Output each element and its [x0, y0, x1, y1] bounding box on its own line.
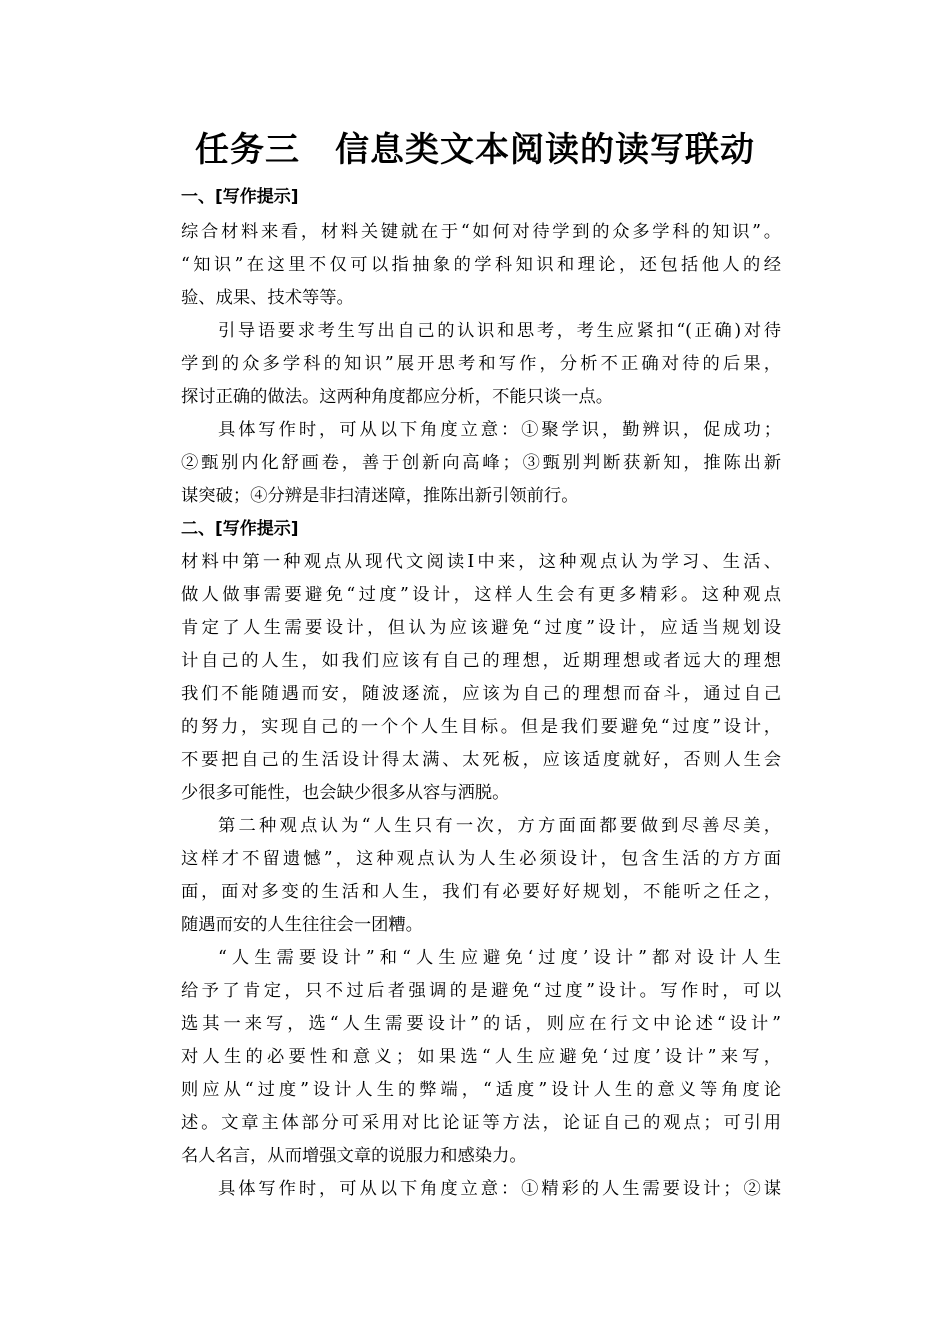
section-2-line: 少很多可能性，也会缺少很多从容与洒脱。 — [181, 783, 510, 803]
section-2-line: 给予了肯定，只不过后者强调的是避免“过度”设计。写作时，可以 — [181, 981, 781, 1001]
section-1-line: 综合材料来看，材料关键就在于“如何对待学到的众多学科的知识”。 — [181, 222, 781, 242]
section-2-line: 述。文章主体部分可采用对比论证等方法，论证自己的观点；可引用 — [181, 1113, 781, 1133]
section-1-line: 学到的众多学科的知识”展开思考和写作，分析不正确对待的后果， — [181, 354, 781, 374]
section-2-line: 我们不能随遇而安，随波逐流，应该为自己的理想而奋斗，通过自己 — [181, 684, 781, 704]
section-2-line: 具体写作时，可从以下角度立意：①精彩的人生需要设计；②谋 — [218, 1179, 781, 1199]
section-2-line: 面，面对多变的生活和人生，我们有必要好好规划，不能听之任之， — [181, 882, 781, 902]
section-2-line: 的努力，实现自己的一个个人生目标。但是我们要避免“过度”设计， — [181, 717, 781, 737]
section-1-line: ②甄别内化舒画卷，善于创新向高峰；③甄别判断获新知，推陈出新 — [181, 453, 781, 473]
section-1-line: 验、成果、技术等等。 — [181, 288, 354, 308]
section-2-line: “人生需要设计”和“人生应避免‘过度’设计”都对设计人生 — [218, 948, 781, 968]
section-2-line: 则应从“过度”设计人生的弊端，“适度”设计人生的意义等角度论 — [181, 1080, 781, 1100]
section-2-line: 选其一来写，选“人生需要设计”的话，则应在行文中论述“设计” — [181, 1014, 781, 1034]
section-2-line: 肯定了人生需要设计，但认为应该避免“过度”设计，应适当规划设 — [181, 618, 781, 638]
section-2-line: 计自己的人生，如我们应该有自己的理想，近期理想或者远大的理想 — [181, 651, 781, 671]
section-2-line: 不要把自己的生活设计得太满、太死板，应该适度就好，否则人生会 — [181, 750, 781, 770]
section-2-line: 随遇而安的人生往往会一团糟。 — [181, 915, 423, 935]
section-1-line: 具体写作时，可从以下角度立意：①聚学识，勤辨识，促成功； — [218, 420, 781, 440]
section-1-line: 探讨正确的做法。这两种角度都应分析，不能只谈一点。 — [181, 387, 614, 407]
section-2-line: 第二种观点认为“人生只有一次，方方面面都要做到尽善尽美， — [218, 816, 781, 836]
section-2-line: 材料中第一种观点从现代文阅读Ⅰ中来，这种观点认为学习、生活、 — [181, 552, 781, 572]
section-2-line: 这样才不留遗憾”，这种观点认为人生必须设计，包含生活的方方面 — [181, 849, 781, 869]
section-2-heading: 二、[写作提示] — [181, 519, 299, 539]
section-1-heading: 一、[写作提示] — [181, 187, 299, 207]
section-1-line: “知识”在这里不仅可以指抽象的学科知识和理论，还包括他人的经 — [181, 255, 781, 275]
section-2-line: 名人名言，从而增强文章的说服力和感染力。 — [181, 1146, 527, 1166]
section-1-line: 谋突破；④分辨是非扫清迷障，推陈出新引领前行。 — [181, 486, 579, 506]
section-2-line: 对人生的必要性和意义；如果选“人生应避免‘过度’设计”来写， — [181, 1047, 781, 1067]
section-1-line: 引导语要求考生写出自己的认识和思考，考生应紧扣“(正确)对待 — [218, 321, 781, 341]
page-title: 任务三 信息类文本阅读的读写联动 — [195, 130, 755, 170]
section-2-line: 做人做事需要避免“过度”设计，这样人生会有更多精彩。这种观点 — [181, 585, 781, 605]
